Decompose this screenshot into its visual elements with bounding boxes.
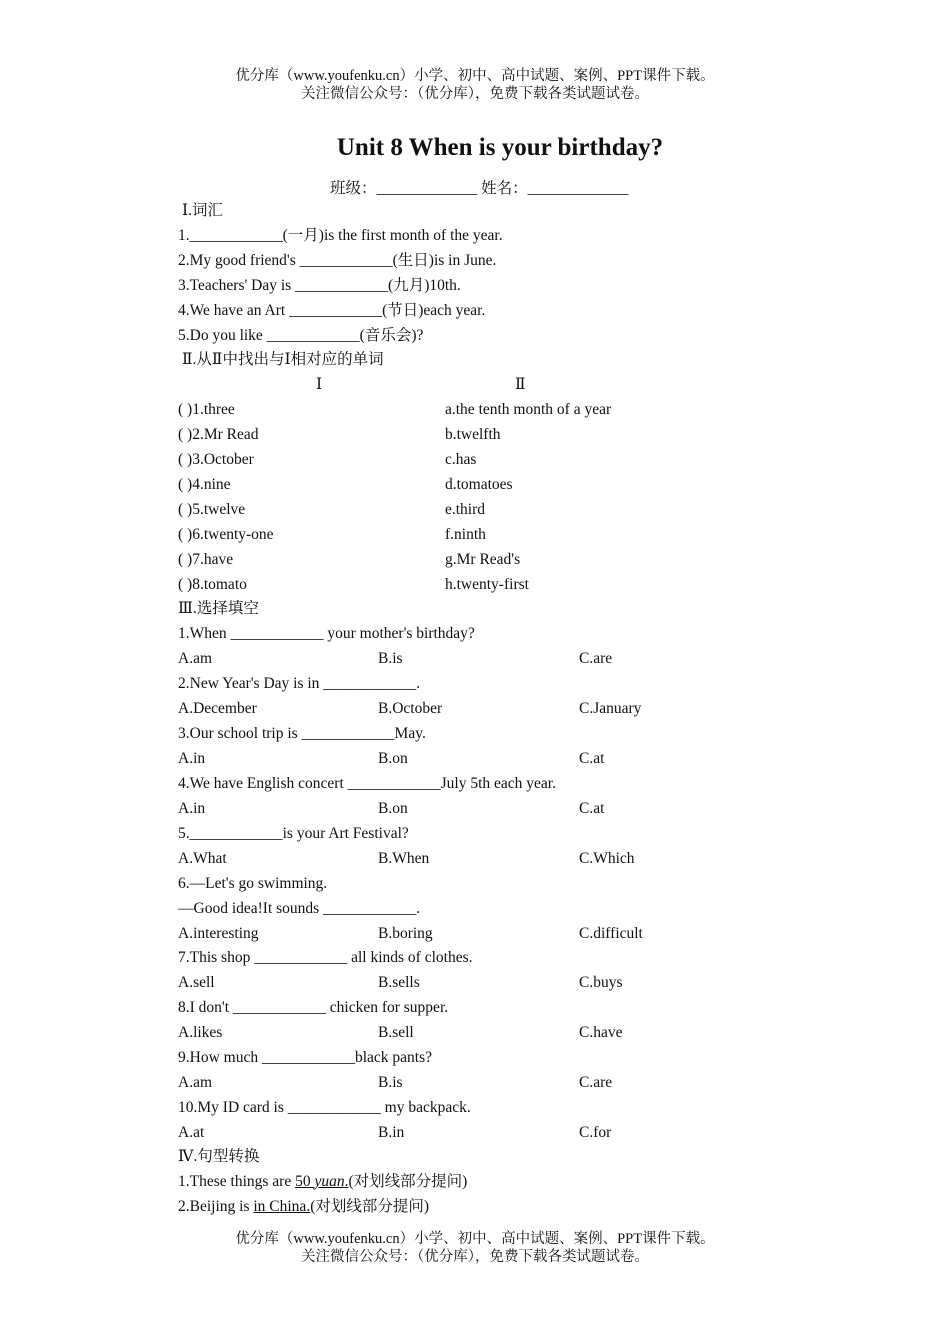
q4-option-a: A.in — [178, 800, 206, 817]
q4-option-b: B.on — [378, 800, 408, 817]
q1-option-b: B.is — [378, 650, 403, 667]
q7-option-b: B.sells — [378, 974, 420, 991]
vocab-item-1: 1.____________(一月)is the first month of the year. — [178, 227, 503, 244]
q10-option-b: B.in — [378, 1124, 405, 1141]
tq1-underlined-unit: yuan — [314, 1173, 345, 1190]
footer-line-1: 优分库（www.youfenku.cn）小学、初中、高中试题、案例、PPT课件下载。 — [235, 1231, 715, 1247]
section1-heading: Ⅰ.词汇 — [182, 202, 223, 219]
tq1-underlined-number: 50 — [295, 1173, 315, 1190]
transform-question-1 — [178, 1172, 467, 1192]
transform-question-2 — [178, 1197, 429, 1217]
match-left-5: ( )5.twelve — [178, 501, 246, 518]
q2-option-a: A.December — [178, 700, 257, 717]
match-left-2: ( )2.Mr Read — [178, 426, 259, 443]
q1-option-c: C.are — [579, 650, 613, 667]
q9-option-b: B.is — [378, 1074, 403, 1091]
vocab-item-4: 4.We have an Art ____________(节日)each year. — [178, 302, 486, 319]
match-right-5: e.third — [445, 501, 486, 518]
question-3: 3.Our school trip is ____________May. — [178, 725, 426, 742]
question-4: 4.We have English concert ____________July 5th each year. — [178, 775, 556, 792]
q6-option-b: B.boring — [378, 925, 433, 942]
q8-option-c: C.have — [579, 1024, 623, 1041]
column-1-heading: Ⅰ — [316, 376, 323, 393]
match-left-1: ( )1.three — [178, 401, 235, 418]
match-left-4: ( )4.nine — [178, 476, 231, 493]
header-line-2: 关注微信公众号：（优分库），免费下载各类试题试卷。 — [301, 86, 649, 102]
q1-option-a: A.am — [178, 650, 213, 667]
q2-option-b: B.October — [378, 700, 443, 717]
match-right-6: f.ninth — [445, 526, 486, 543]
question-5: 5.____________is your Art Festival? — [178, 825, 409, 842]
q10-option-c: C.for — [579, 1124, 612, 1141]
vocab-item-2: 2.My good friend's ____________(生日)is in June. — [178, 252, 497, 269]
q2-option-c: C.January — [579, 700, 642, 717]
q3-option-a: A.in — [178, 750, 206, 767]
q7-option-c: C.buys — [579, 974, 623, 991]
class-name-line: 班级：_____________ 姓名：_____________ — [330, 180, 629, 197]
question-7: 7.This shop ____________ all kinds of clothes. — [178, 949, 473, 966]
vocab-item-3: 3.Teachers' Day is ____________(九月)10th. — [178, 277, 461, 294]
q7-option-a: A.sell — [178, 974, 215, 991]
q5-option-b: B.When — [378, 850, 430, 867]
footer-line-2: 关注微信公众号：（优分库），免费下载各类试题试卷。 — [301, 1249, 649, 1265]
q5-option-c: C.Which — [579, 850, 635, 867]
vocab-item-5: 5.Do you like ____________(音乐会)? — [178, 327, 424, 344]
q10-option-a: A.at — [178, 1124, 205, 1141]
section3-heading: Ⅲ.选择填空 — [178, 600, 259, 617]
question-10: 10.My ID card is ____________ my backpack. — [178, 1099, 471, 1116]
match-right-1: a.the tenth month of a year — [445, 401, 612, 418]
column-2-heading: Ⅱ — [515, 376, 526, 393]
question-6-line-1: 6.—Let's go swimming. — [178, 875, 328, 892]
q9-option-a: A.am — [178, 1074, 213, 1091]
q5-option-a: A.What — [178, 850, 227, 867]
tq1-underlined-period: . — [344, 1173, 349, 1190]
question-2: 2.New Year's Day is in ____________. — [178, 675, 421, 692]
q9-option-c: C.are — [579, 1074, 613, 1091]
match-right-7: g.Mr Read's — [445, 551, 521, 568]
match-right-8: h.twenty-first — [445, 576, 529, 593]
match-right-4: d.tomatoes — [445, 476, 513, 493]
header-line-1: 优分库（www.youfenku.cn）小学、初中、高中试题、案例、PPT课件下载。 — [235, 68, 715, 84]
match-left-8: ( )8.tomato — [178, 576, 247, 593]
q3-option-b: B.on — [378, 750, 408, 767]
question-9: 9.How much ____________black pants? — [178, 1049, 432, 1066]
match-right-3: c.has — [445, 451, 477, 468]
tq1-prefix: 1.These things are — [178, 1173, 296, 1190]
q6-option-a: A.interesting — [178, 925, 259, 942]
q4-option-c: C.at — [579, 800, 605, 817]
q3-option-c: C.at — [579, 750, 605, 767]
match-left-6: ( )6.twenty-one — [178, 526, 274, 543]
q8-option-a: A.likes — [178, 1024, 223, 1041]
section2-heading: Ⅱ.从Ⅱ中找出与Ⅰ相对应的单词 — [182, 351, 384, 368]
q8-option-b: B.sell — [378, 1024, 414, 1041]
question-1: 1.When ____________ your mother's birthday? — [178, 625, 475, 642]
tq2-underlined: in China. — [253, 1198, 311, 1215]
tq1-suffix: (对划线部分提问) — [348, 1173, 468, 1190]
match-left-3: ( )3.October — [178, 451, 254, 468]
tq2-suffix: (对划线部分提问) — [310, 1198, 430, 1215]
page-title: Unit 8 When is your birthday? — [336, 134, 664, 161]
section4-heading: Ⅳ.句型转换 — [178, 1148, 260, 1165]
question-8: 8.I don't ____________ chicken for supper. — [178, 999, 449, 1016]
tq2-prefix: 2.Beijing is — [178, 1198, 254, 1215]
match-left-7: ( )7.have — [178, 551, 234, 568]
q6-option-c: C.difficult — [579, 925, 643, 942]
match-right-2: b.twelfth — [445, 426, 501, 443]
question-6-line-2: —Good idea!It sounds ____________. — [178, 900, 420, 917]
